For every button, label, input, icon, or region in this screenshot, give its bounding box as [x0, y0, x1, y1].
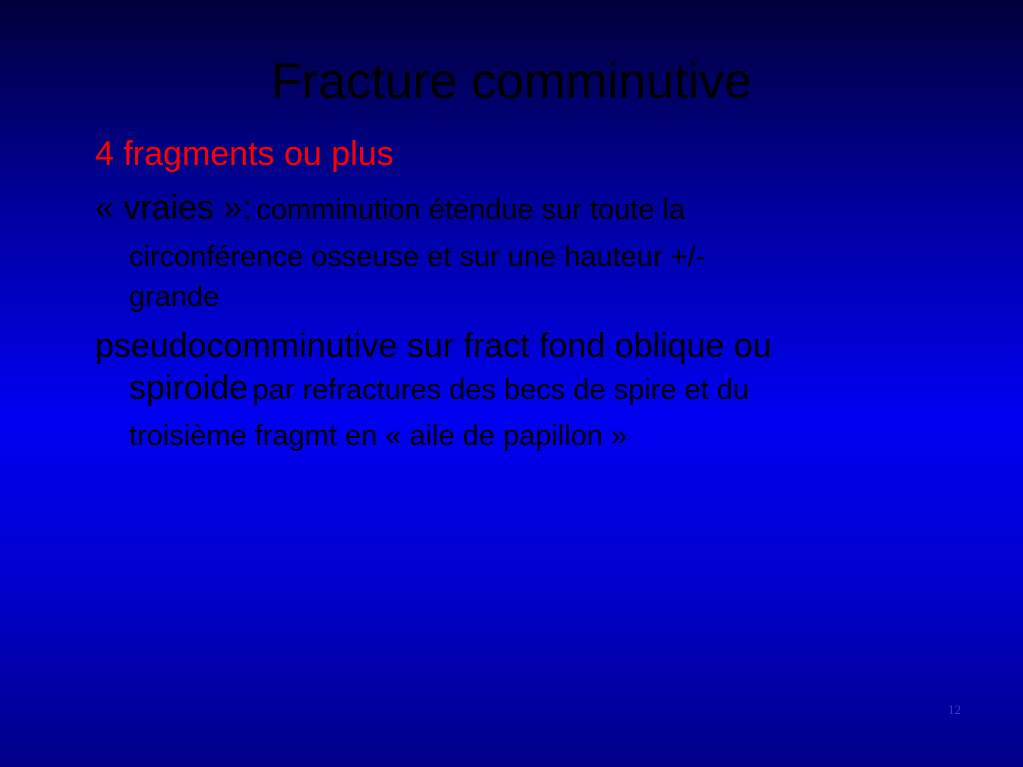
pseudo-line-3: troisième fragmt en « aile de papillon » [129, 420, 628, 452]
page-number: 12 [948, 702, 961, 717]
vraies-description: comminution étendue sur toute la [256, 194, 686, 226]
bullet-vraies [95, 186, 945, 317]
bullet-pseudocomminutive [95, 325, 945, 456]
pseudo-line-1: pseudocomminutive sur fract fond oblique ou [95, 327, 772, 365]
spiroide-label: spiroide [129, 369, 249, 407]
slide-title: Fracture comminutive [271, 53, 752, 109]
bullet-fragment-count: 4 fragments ou plus [95, 135, 394, 173]
vraies-label: « vraies »: [95, 189, 252, 227]
slide-body [95, 132, 945, 456]
vraies-line-2: circonférence osseuse et sur une hauteur +/- [129, 241, 706, 273]
vraies-line-3: grande [129, 281, 220, 313]
pseudo-description: par refractures des becs de spire et du [252, 374, 750, 406]
